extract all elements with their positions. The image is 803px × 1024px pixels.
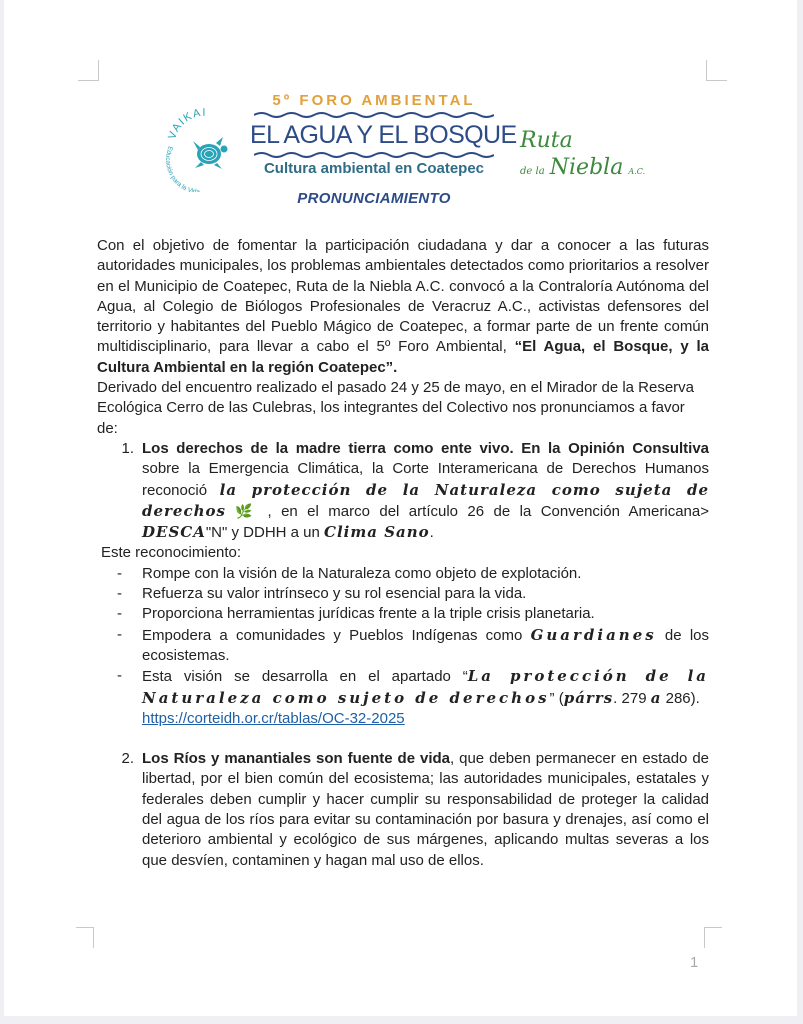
item-text: , que deben permanecer en estado de libertad, por el bien común del ecosistema; las autoridades municipales, estatales y federales deben cumplir y hacer cumplir su responsabilidad de proteger la calidad del agua de los ríos para evitar su contaminación por basura y drenajes, así como el deterioro ambiental y ecológico de sus márgenes, aplicando multas severas a los que desvíen, contaminen y hagan mal uso de ellos.: [142, 750, 709, 869]
page-number: 1: [690, 954, 699, 971]
intro-text: Con el objetivo de fomentar la participación ciudadana y dar a conocer a las futuras autoridades municipales, los problemas ambientales detectados como prioritarios a resolver en el Municipio de Coatepec, Ruta de la Niebla A.C. convocó a la Contraloría Autónoma del Agua, al Colegio de Biólogos Profesionales de Veracruz A.C., activistas defensores del territorio y habitantes del Pueblo Mágico de Coatepec, a formar parte de un frente común multidisciplinario, para llevar a cabo el 5º Foro Ambiental,: [97, 237, 709, 356]
vaikai-name: VAIKAI: [166, 108, 208, 141]
leaf-icon: 🌿: [235, 502, 259, 519]
forum-name: “El Agua, el Bosque, y la Cultura Ambiental en la región Coatepec”.: [97, 338, 709, 376]
svg-text:VAIKAI: [166, 108, 207, 141]
bullet-emphasis: Guardianes: [530, 625, 657, 644]
bullet-text: 286).: [661, 689, 700, 707]
bullet-text: Rompe con la visión de la Naturaleza como objeto de explotación.: [142, 564, 582, 582]
bullet-emphasis: párrs: [563, 688, 614, 707]
corteidh-link[interactable]: https://corteidh.or.cr/tablas/OC-32-2025: [142, 709, 405, 727]
bullet-dash: -: [117, 605, 122, 623]
item-emphasis: DESCA: [142, 523, 206, 542]
item-content: [142, 439, 709, 543]
list-item: [97, 584, 709, 604]
item-text: , en el marco del artículo 26 de la Convención Americana>: [258, 502, 709, 520]
bullet-emphasis: La protección de la Naturaleza como sujeto de derechos: [142, 667, 709, 707]
document-title: PRONUNCIAMIENTO: [297, 190, 451, 207]
margin-corner-top-left: [78, 60, 99, 81]
document-body: [97, 236, 709, 871]
event-title: EL AGUA Y EL BOSQUE: [250, 121, 517, 149]
bullet-content: [142, 625, 709, 667]
item-number: 2.: [121, 750, 134, 768]
vaikai-tagline: Educación para la Vid: [164, 145, 197, 192]
list-item: [97, 625, 709, 667]
ruta-de-la-niebla-logo: [520, 128, 646, 182]
wave-divider-bottom: [254, 151, 494, 159]
item-emphasis: la protección de la Naturaleza como sujeta de derechos: [142, 480, 710, 520]
intro-paragraph: [97, 236, 709, 378]
margin-corner-bottom-left: [76, 927, 94, 948]
bullet-content: [142, 666, 709, 729]
ruta-line2a: de la: [520, 166, 545, 177]
item-text: .: [429, 524, 434, 542]
ruta-line2c: A.C.: [628, 167, 646, 176]
bullet-dash: -: [117, 625, 122, 643]
bullet-text: Empodera a comunidades y Pueblos Indígenas como: [142, 626, 531, 644]
list-item: [97, 749, 709, 871]
bullet-text: Esta visión se desarrolla en el apartado “: [142, 668, 468, 686]
item-lead: Los derechos de la madre tierra como ente vivo. En la Opinión Consultiva: [142, 439, 709, 457]
pronouncement-list-cont: [97, 749, 709, 871]
list-item: [97, 439, 709, 543]
bullet-text: Refuerza su valor intrínseco y su rol esencial para la vida.: [142, 585, 527, 603]
bullet-dash: -: [117, 564, 122, 582]
recognition-heading: Este reconocimiento:: [101, 544, 242, 562]
list-item: [97, 666, 709, 729]
svg-text:Educación para la Vida: [164, 145, 200, 192]
bullet-text: de los ecosistemas.: [142, 626, 709, 664]
ruta-line1: Ruta: [520, 128, 573, 153]
pronouncement-list: [97, 439, 709, 543]
event-subtitle: Cultura ambiental en Coatepec: [263, 160, 485, 177]
item-emphasis: Clima Sano: [324, 523, 430, 542]
bullet-text: ” (: [549, 689, 564, 707]
item-text: "N" y DDHH a un: [205, 524, 325, 542]
item-content: [142, 749, 709, 871]
wave-divider-top: [254, 111, 494, 119]
item-number: 1.: [121, 439, 134, 457]
list-item: [97, 604, 709, 624]
margin-corner-bottom-right: [704, 927, 722, 948]
bullet-text: . 279: [613, 689, 651, 707]
bullet-dash: -: [117, 585, 122, 603]
spacer: [97, 729, 709, 749]
turtle-icon: [163, 108, 243, 192]
event-number: 5º FORO AMBIENTAL: [272, 92, 476, 109]
event-banner: [250, 92, 517, 178]
ruta-line2: [520, 154, 646, 182]
bullet-dash: -: [117, 667, 122, 685]
margin-corner-top-right: [706, 60, 727, 81]
derivado-paragraph: Derivado del encuentro realizado el pasado 24 y 25 de mayo, en el Mirador de la Reserva Ecológica Cerro de las Culebras, los integrantes del Colectivo nos pronunciamos a favor de:: [97, 379, 695, 437]
list-item: [97, 564, 709, 584]
ruta-line2b: Niebla: [549, 155, 624, 180]
bullet-emphasis: a: [650, 688, 662, 707]
item-text: sobre la Emergencia Climática, la Corte Interamericana de Derechos Humanos reconoció: [142, 460, 709, 499]
recognition-list: [97, 564, 709, 729]
bullet-text: Proporciona herramientas jurídicas frente a la triple crisis planetaria.: [142, 605, 595, 623]
item-lead: Los Ríos y manantiales son fuente de vida: [142, 750, 450, 768]
vaikai-logo: [163, 108, 243, 192]
